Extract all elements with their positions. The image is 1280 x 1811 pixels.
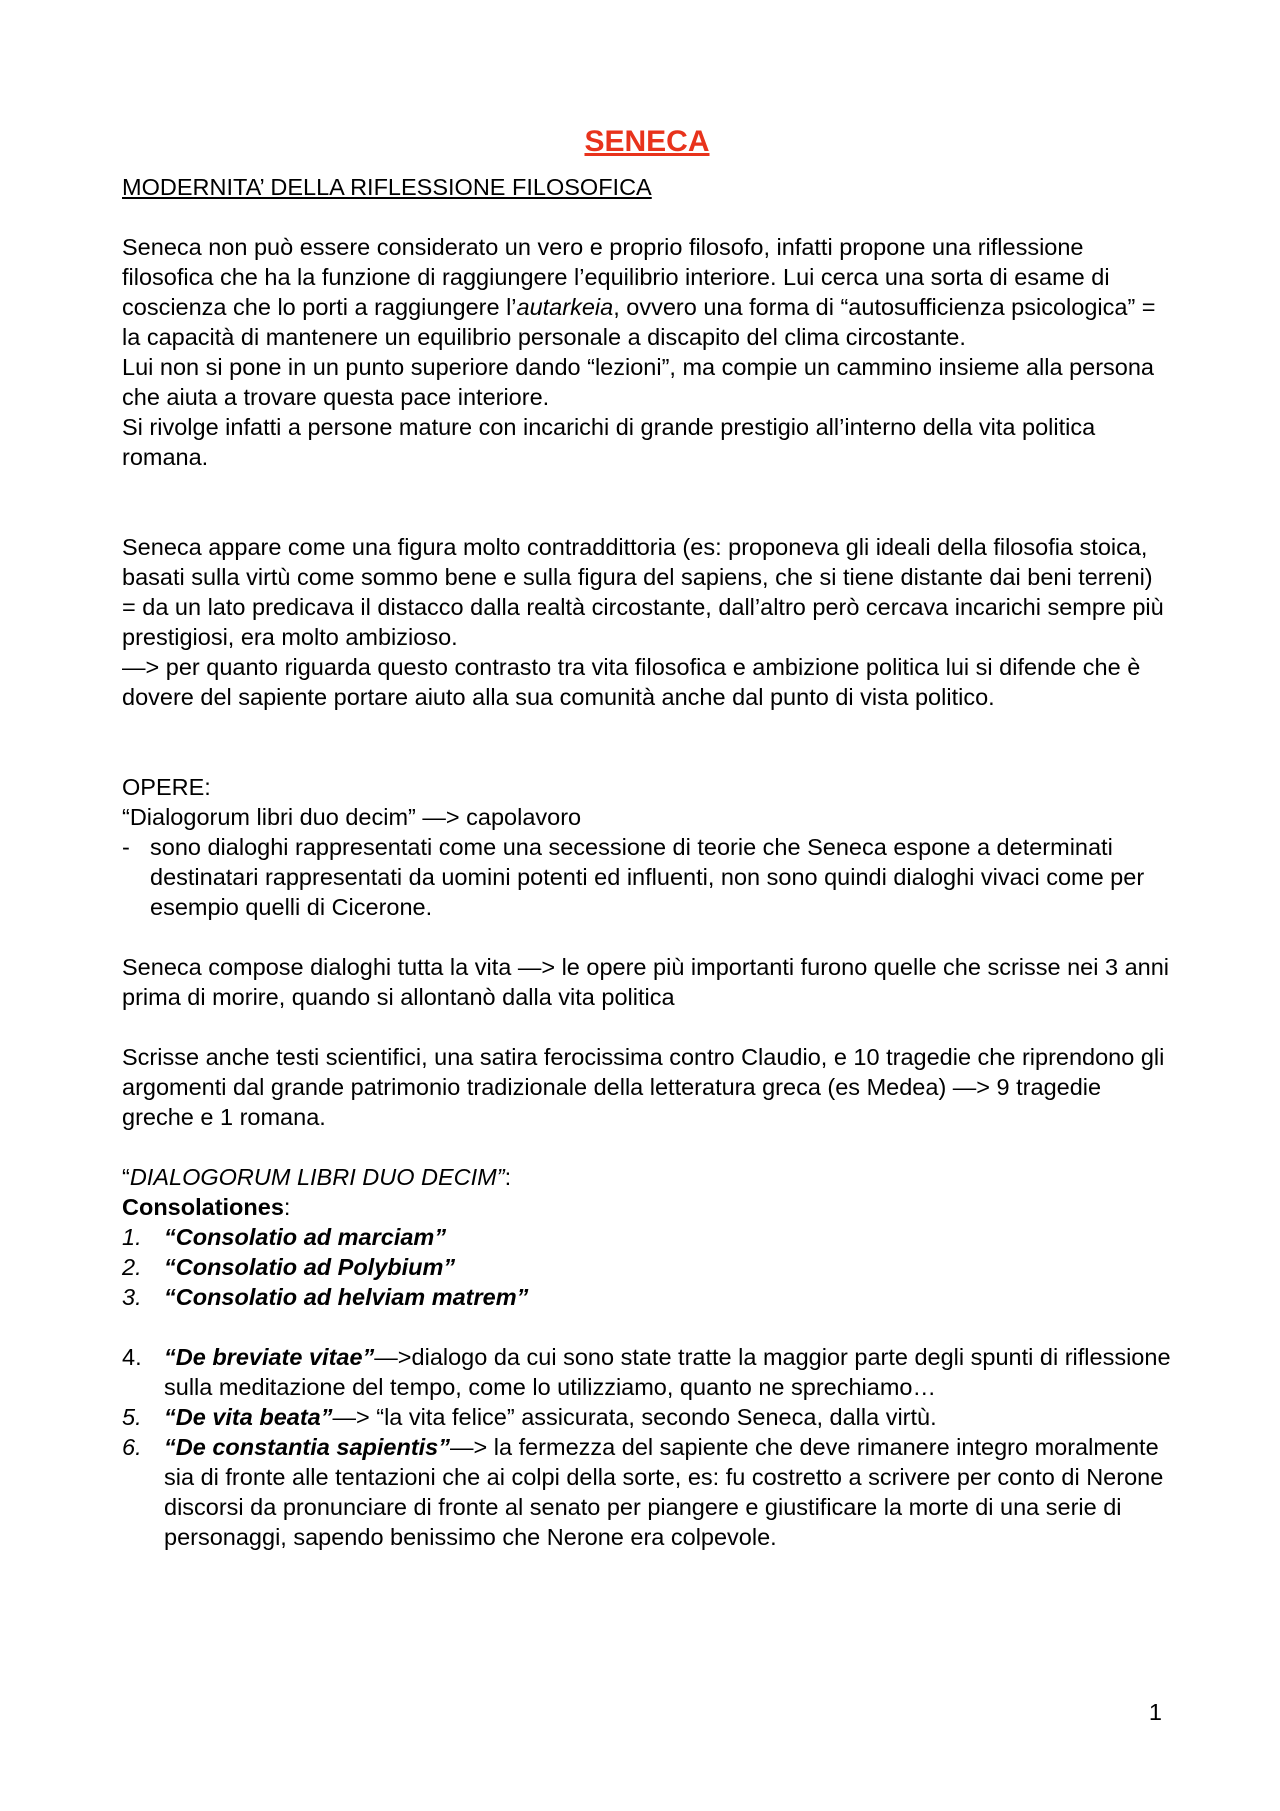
list-item	[122, 1252, 1172, 1282]
dash-bullet: -	[122, 834, 130, 860]
heading-open-quote: “	[122, 1164, 130, 1190]
list-item	[122, 1432, 1172, 1552]
list-item	[122, 1342, 1172, 1402]
paragraph-testi-scientifici: Scrisse anche testi scientifici, una satira ferocissima contro Claudio, e 10 tragedie che riprendono gli argomenti dal grande patrimonio tradizionale della letteratura greca (es Medea) —> 9 tragedie greche e 1 romana.	[122, 1044, 1165, 1130]
page-content	[122, 122, 1172, 1552]
list-number: 6.	[122, 1434, 142, 1460]
consolationes-bold: Consolationes	[122, 1194, 284, 1220]
list-number: 4.	[122, 1344, 142, 1370]
autarkeia-term: autarkeia	[516, 294, 614, 320]
paragraph-cammino: Lui non si pone in un punto superiore dando “lezioni”, ma compie un cammino insieme alla persona che aiuta a trovare questa pace interiore.	[122, 354, 1154, 410]
work-description: la fermezza del sapiente che deve rimanere integro moralmente sia di fronte alle tentazioni che ai colpi della sorte, es: fu costretto a scrivere per conto di Nerone discorsi da pronunciare di fronte al senato per piangere e giustificare la morte di una serie di personaggi, sapendo benissimo che Nerone era colpevole.	[164, 1434, 1164, 1550]
arrow-separator: —>	[374, 1344, 412, 1370]
consolationes-colon: :	[283, 1194, 291, 1220]
paragraph-dialoghi-vita: Seneca compose dialoghi tutta la vita —> le opere più importanti furono quelle che scrisse nei 3 anni prima di morire, quando si allontanò dalla vita politica	[122, 954, 1170, 1010]
document-title: SENECA	[584, 125, 710, 158]
paragraph-contrasto: —> per quanto riguarda questo contrasto tra vita filosofica e ambizione politica lui si difende che è dovere del sapiente portare aiuto alla sua comunità anche dal punto di vista politico.	[122, 654, 1141, 710]
consolationes-label	[122, 1192, 1172, 1222]
list-number: 3.	[122, 1284, 142, 1310]
list-item-text: sono dialoghi rappresentati come una secessione di teorie che Seneca espone a determinati destinatari rappresentati da uomini potenti ed influenti, non sono quindi dialoghi vivaci come per esempio quelli di Cicerone.	[150, 834, 1145, 920]
list-item-body	[164, 1432, 1172, 1552]
paragraph-intro	[122, 232, 1172, 352]
work-title: “Consolatio ad Polybium”	[164, 1254, 456, 1280]
paragraph-contraddittoria: Seneca appare come una figura molto contraddittoria (es: proponeva gli ideali della filosofia stoica, basati sulla virtù come sommo bene e sulla figura del sapiens, che si tiene distante dai beni terreni) = da un lato predicava il distacco dalla realtà circostante, dall’altro però cercava incarichi sempre più prestigiosi, era molto ambizioso.	[122, 534, 1164, 650]
page-number: 1	[1148, 1699, 1162, 1725]
list-item	[122, 1222, 1172, 1252]
paragraph-intro-text-a: Seneca non può essere considerato un vero e proprio filosofo, infatti propone una riflessione filosofica che ha la funzione di raggiungere l’equilibrio interiore. Lui cerca una sorta di esame di coscienza che lo porti a raggiungere l’	[122, 234, 1110, 320]
list-item-body	[164, 1342, 1172, 1402]
list-item-body	[164, 1402, 1172, 1432]
list-number: 2.	[122, 1254, 142, 1280]
list-item	[122, 1402, 1172, 1432]
arrow-separator: —>	[332, 1404, 377, 1430]
list-number: 5.	[122, 1404, 142, 1430]
work-title: “Consolatio ad marciam”	[164, 1224, 447, 1250]
section-heading-modernita: MODERNITA’ DELLA RIFLESSIONE FILOSOFICA	[122, 174, 652, 200]
work-description: dialogo da cui sono state tratte la maggior parte degli spunti di riflessione sulla meditazione del tempo, come lo utilizziamo, quanto ne sprechiamo…	[164, 1344, 1171, 1400]
list-number: 1.	[122, 1224, 142, 1250]
paragraph-intro-text-b: , ovvero una forma di “autosufficienza psicologica” = la capacità di mantenere un equilibrio personale a discapito del clima circostante.	[122, 294, 1156, 350]
list-item	[122, 1282, 1172, 1312]
paragraph-persone-mature: Si rivolge infatti a persone mature con incarichi di grande prestigio all’interno della vita politica romana.	[122, 414, 1096, 470]
arrow-separator: —>	[450, 1434, 494, 1460]
heading-italic-title: DIALOGORUM LIBRI DUO DECIM”	[129, 1164, 505, 1190]
work-title: “Consolatio ad helviam matrem”	[164, 1284, 529, 1310]
work-description: “la vita felice” assicurata, secondo Seneca, dalla virtù.	[376, 1404, 937, 1430]
heading-colon: :	[504, 1164, 512, 1190]
work-title: “De breviate vitae”	[164, 1344, 375, 1370]
work-title: “De constantia sapientis”	[164, 1434, 450, 1460]
work-title: “De vita beata”	[164, 1404, 333, 1430]
list-item-dialoghi	[122, 832, 1172, 922]
dialogorum-heading	[122, 1162, 1172, 1192]
opere-capolavoro: “Dialogorum libri duo decim” —> capolavoro	[122, 804, 582, 830]
opere-heading: OPERE:	[122, 774, 211, 800]
